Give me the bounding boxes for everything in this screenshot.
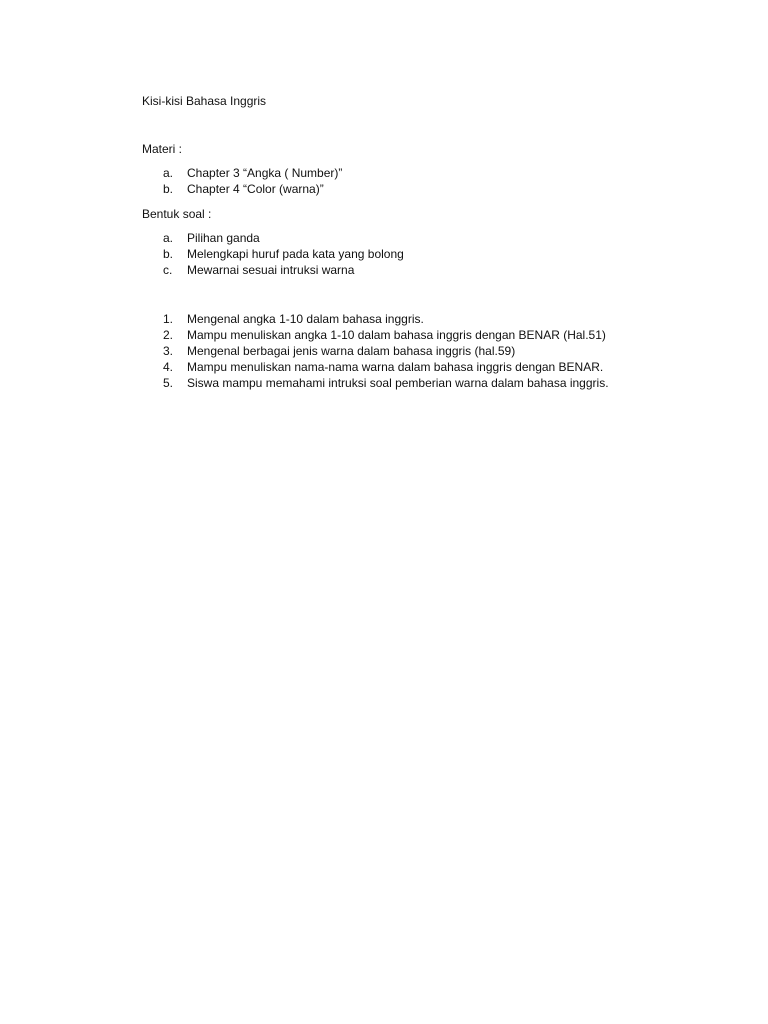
list-item [163, 360, 609, 376]
list-item-text: Mampu menuliskan angka 1-10 dalam bahasa inggris dengan BENAR (Hal.51) [187, 328, 606, 342]
list-item-text: Pilihan ganda [187, 231, 260, 245]
materi-heading: Materi : [142, 142, 183, 156]
list-marker: b. [163, 182, 174, 196]
list-item-text: Mampu menuliskan nama-nama warna dalam bahasa inggris dengan BENAR. [187, 360, 604, 374]
list-marker: 1. [163, 312, 174, 326]
list-item [163, 328, 609, 344]
list-item [163, 376, 609, 392]
list-item [163, 231, 404, 247]
list-item [163, 263, 404, 279]
document-title: Kisi-kisi Bahasa Inggris [142, 94, 267, 108]
list-marker: 2. [163, 328, 174, 342]
list-item [163, 166, 342, 182]
list-item-text: Mewarnai sesuai intruksi warna [187, 263, 355, 277]
list-item [163, 182, 342, 198]
list-item-text: Mengenal angka 1-10 dalam bahasa inggris. [187, 312, 424, 326]
list-item [163, 312, 609, 328]
list-marker: b. [163, 247, 174, 261]
materi-list [163, 166, 342, 198]
list-item [163, 247, 404, 263]
list-item-text: Mengenal berbagai jenis warna dalam bahasa inggris (hal.59) [187, 344, 516, 358]
list-item-text: Melengkapi huruf pada kata yang bolong [187, 247, 404, 261]
bentuk-soal-heading: Bentuk soal : [142, 207, 212, 221]
list-item-text: Siswa mampu memahami intruksi soal pemberian warna dalam bahasa inggris. [187, 376, 609, 390]
list-marker: 4. [163, 360, 174, 374]
list-marker: 3. [163, 344, 174, 358]
list-marker: c. [163, 263, 173, 277]
bentuk-soal-list [163, 231, 404, 279]
list-marker: a. [163, 231, 174, 245]
list-marker: a. [163, 166, 174, 180]
list-item-text: Chapter 4 “Color (warna)” [187, 182, 324, 196]
list-item-text: Chapter 3 “Angka ( Number)” [187, 166, 343, 180]
list-item [163, 344, 609, 360]
indikator-list [163, 312, 609, 392]
list-marker: 5. [163, 376, 174, 390]
